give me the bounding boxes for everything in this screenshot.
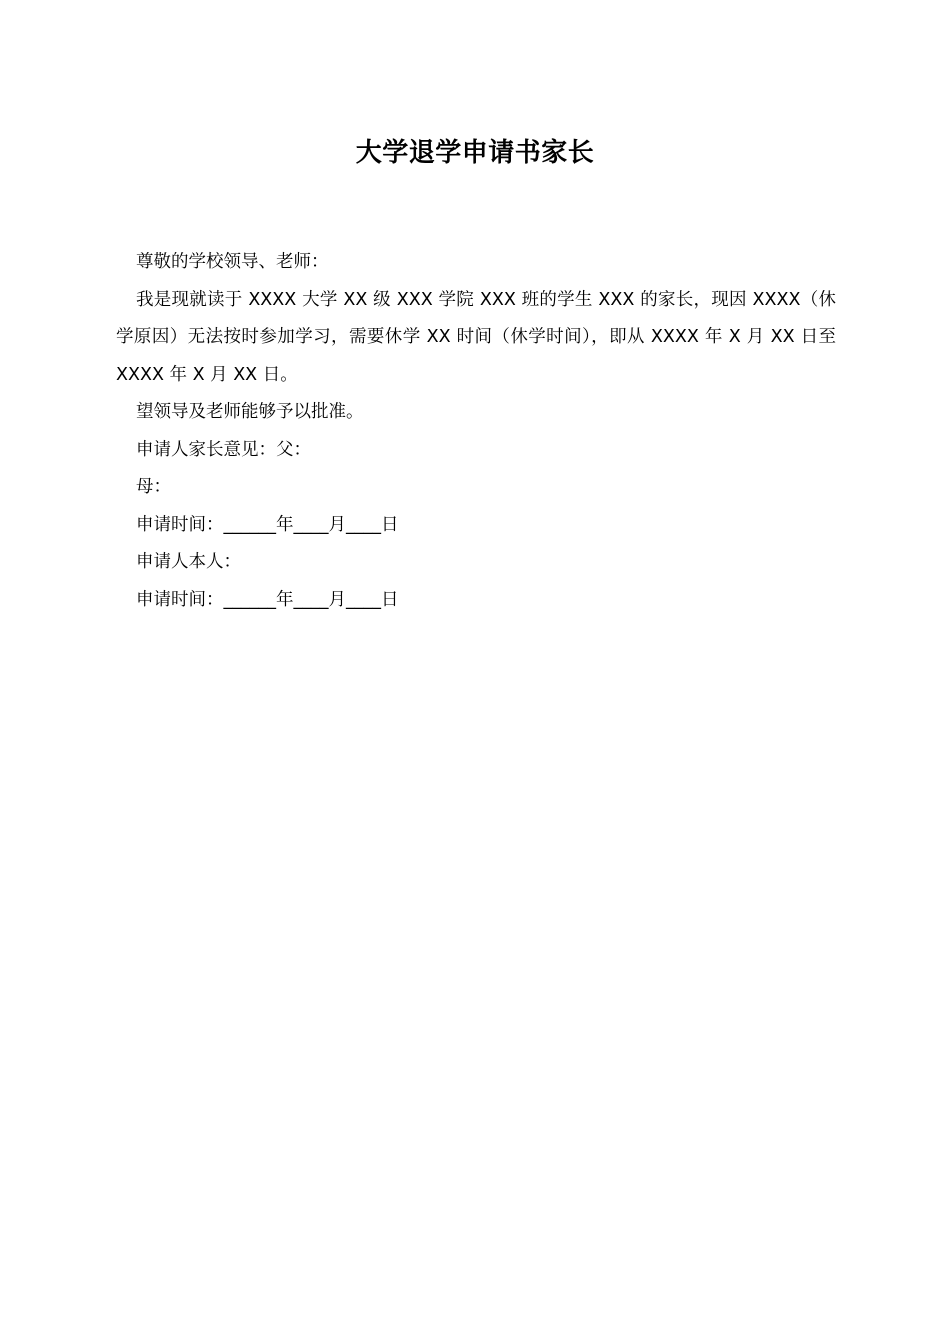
parent-opinion-father: 申请人家长意见：父： — [136, 439, 311, 460]
parent-opinion-mother: 母： — [136, 477, 171, 497]
document-body — [116, 244, 836, 619]
document-title: 大学退学申请书家长 — [355, 138, 595, 168]
applicant-self: 申请人本人： — [136, 552, 241, 572]
request-line: 望领导及老师能够予以批准。 — [136, 402, 364, 422]
date-line-applicant: 申请时间：______年____月____日 — [136, 589, 399, 610]
salutation: 尊敬的学校领导、老师： — [136, 252, 329, 272]
body-paragraph: 我是现就读于 XXXX 大学 XX 级 XXX 学院 XXX 班的学生 XXX 的家长，现因 XXXX（休学原因）无法按时参加学习，需要休学 XX 时间（休学时间），即从 XXXX 年 X 月 XX 日至 XXXX 年 X 月 XX 日。 — [116, 289, 836, 385]
date-line-parent: 申请时间：______年____月____日 — [136, 514, 399, 535]
